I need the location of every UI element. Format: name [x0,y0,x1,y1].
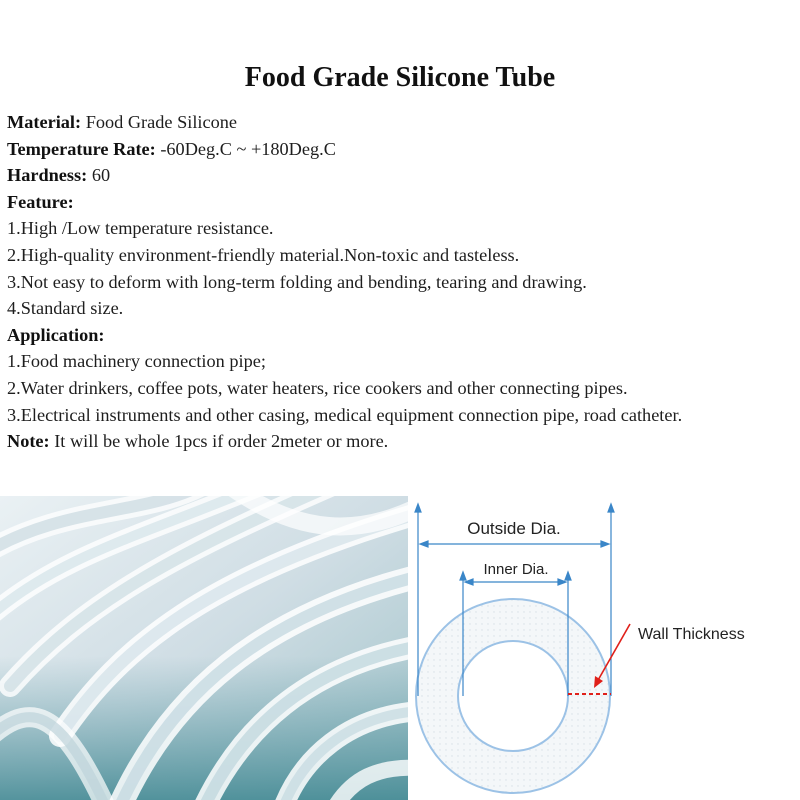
inner-bore [458,641,568,751]
material-row [7,109,793,136]
material-value: Food Grade Silicone [85,112,237,132]
feature-heading: Feature: [7,191,74,212]
note-label: Note: [7,431,50,452]
tubes-illustration [0,496,408,800]
outside-dia-label: Outside Dia. [467,519,561,538]
temperature-value: -60Deg.C ~ +180Deg.C [160,138,336,159]
temperature-label: Temperature Rate: [7,138,156,159]
temperature-row [7,136,793,163]
application-item-3: 3.Electrical instruments and other casing, medical equipment connection pipe, road catheter. [7,404,683,425]
application-item-1: 1.Food machinery connection pipe; [7,351,266,372]
hardness-row [7,162,793,189]
silicone-tubes-photo [0,496,408,800]
page-title: Food Grade Silicone Tube [244,62,556,93]
feature-item-4: 4.Standard size. [7,298,124,319]
note-value: It will be whole 1pcs if order 2meter or more. [54,431,389,452]
feature-item-3: 3.Not easy to deform with long-term folding and bending, tearing and drawing. [7,271,587,292]
note-row [7,428,793,455]
dimension-svg [408,496,800,800]
wall-thickness-label: Wall Thickness [638,626,745,643]
hardness-label: Hardness: [7,165,88,186]
hardness-value: 60 [91,165,111,186]
feature-item-1: 1.High /Low temperature resistance. [7,218,274,239]
tube-dimension-diagram [408,496,800,800]
application-item-2: 2.Water drinkers, coffee pots, water heaters, rice cookers and other connecting pipes. [7,377,628,398]
inner-dia-label: Inner Dia. [483,561,549,578]
wall-thickness-arrow [597,624,630,682]
feature-item-2: 2.High-quality environment-friendly material.Non-toxic and tasteless. [7,244,520,265]
application-heading: Application: [7,324,105,345]
product-specs [7,109,793,455]
material-label: Material: [7,112,82,132]
